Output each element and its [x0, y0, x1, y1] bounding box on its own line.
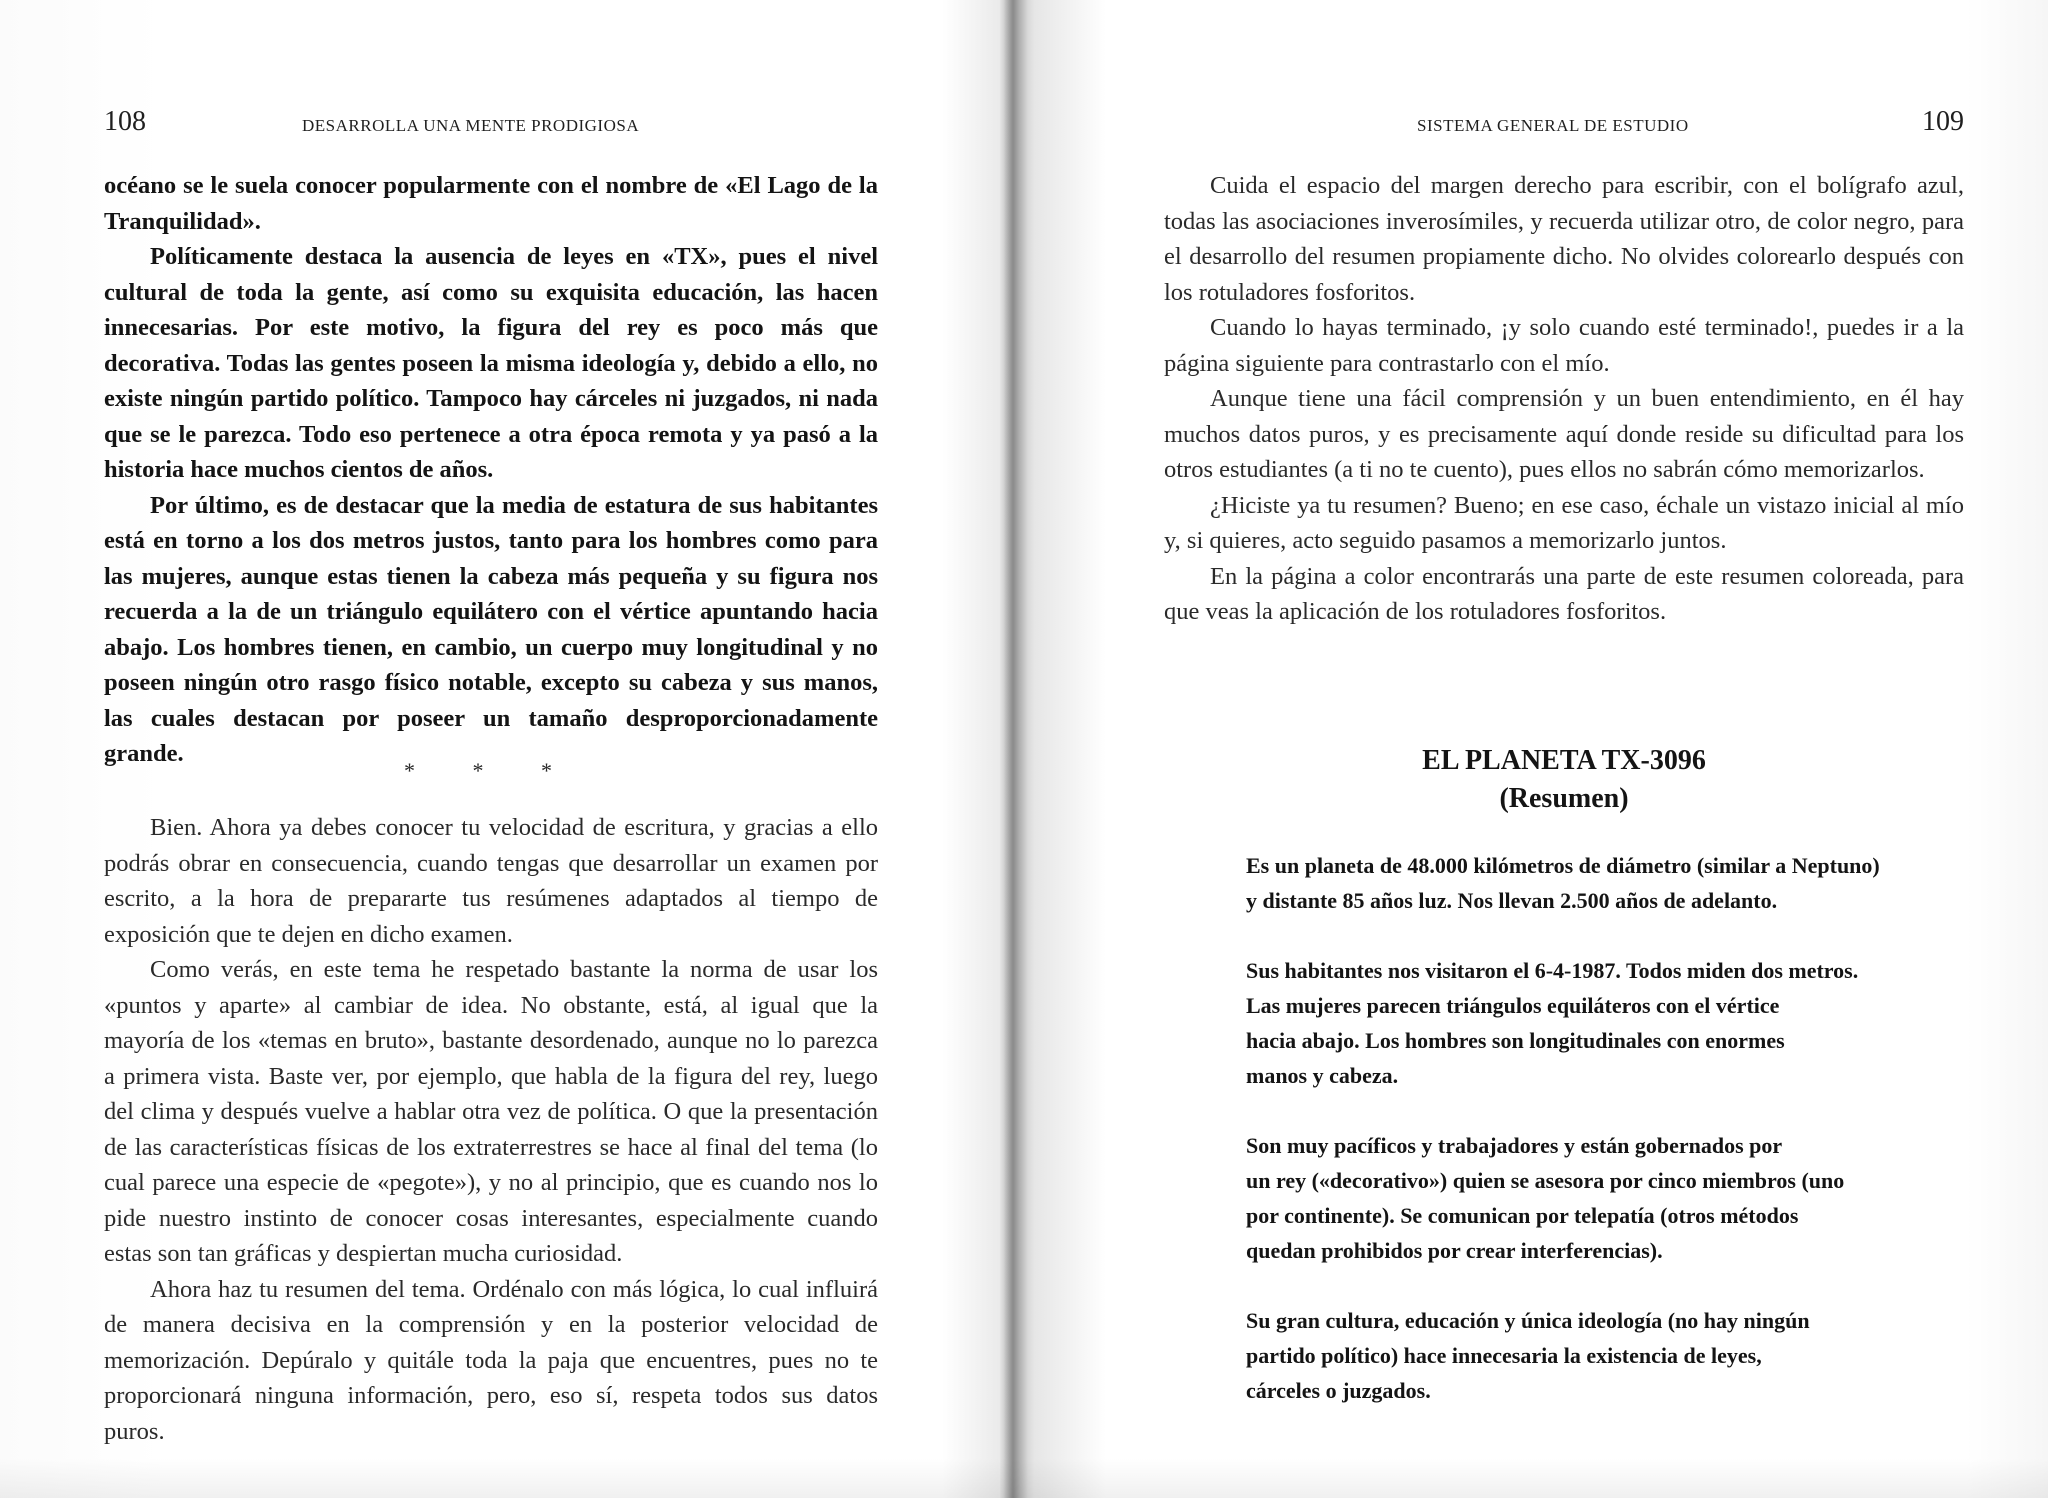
left-running-head	[104, 106, 878, 146]
paragraph: Como verás, en este tema he respetado bastante la norma de usar los «puntos y aparte» al cambiar de idea. No obstante, está, al igual que la mayoría de los «temas en bruto», bastante desordenado, aunque no lo parezca a primera vista. Baste ver, por ejemplo, que habla de la figura del rey, luego del clima y después vuelve a hablar otra vez de política. O que la presentación de las características físicas de los extraterrestres se hace al final del tema (lo cual parece una especie de «pegote»), y no al principio, que es cuando nos lo pide nuestro instinto de conocer cosas interesantes, especialmente cuando estas son tan gráficas y despiertan mucha curiosidad.	[104, 956, 878, 1267]
summary-paragraph	[1246, 1128, 1946, 1268]
summary-paragraph	[1246, 848, 1946, 918]
left-body-text	[104, 810, 878, 1449]
summary-paragraph	[1246, 1303, 1946, 1408]
summary-line: Es un planeta de 48.000 kilómetros de diámetro (similar a Neptuno)	[1246, 853, 1880, 878]
left-bold-text	[104, 168, 878, 772]
right-running-title: SISTEMA GENERAL DE ESTUDIO	[1417, 116, 1689, 135]
paragraph: Bien. Ahora ya debes conocer tu velocidad de escritura, y gracias a ello podrás obrar en consecuencia, cuando tengas que desarrollar un examen por escrito, a la hora de prepararte tus resúmenes adaptados al tiempo de exposición que te dejen en dicho examen.	[104, 814, 878, 948]
bold-paragraph: Por último, es de destacar que la media de estatura de sus habitantes está en torno a los dos metros justos, tanto para los hombres como para las mujeres, aunque estas tienen la cabeza más pequeña y su figura nos recuerda a la de un triángulo equilátero con el vértice apuntando hacia abajo. Los hombres tienen, en cambio, un cuerpo muy longitudinal y no poseen ningún otro rasgo físico notable, excepto su cabeza y sus manos, las cuales destacan por poseer un tamaño desproporcionadamente grande.	[104, 491, 878, 767]
summary-paragraph	[1246, 953, 1946, 1093]
summary-line: un rey («decorativo») quien se asesora por cinco miembros (uno	[1246, 1168, 1845, 1193]
summary-line: partido político) hace innecesaria la existencia de leyes,	[1246, 1343, 1762, 1368]
summary-line: cárceles o juzgados.	[1246, 1378, 1431, 1403]
summary-line: Sus habitantes nos visitaron el 6-4-1987. Todos miden dos metros.	[1246, 958, 1859, 983]
summary-subtitle: (Resumen)	[1499, 783, 1629, 814]
right-body-text	[1164, 168, 1964, 630]
summary-box	[1246, 848, 1946, 1443]
right-running-head	[1164, 106, 1964, 146]
paragraph: En la página a color encontrarás una parte de este resumen coloreada, para que veas la aplicación de los rotuladores fosforitos.	[1164, 562, 1964, 625]
summary-title: EL PLANETA TX-3096	[1422, 745, 1706, 776]
summary-line: Son muy pacíficos y trabajadores y están gobernados por	[1246, 1133, 1783, 1158]
summary-line: quedan prohibidos por crear interferencias).	[1246, 1238, 1663, 1263]
book-spine-shadow	[1000, 0, 1028, 1498]
bold-paragraph: Políticamente destaca la ausencia de leyes en «TX», pues el nivel cultural de toda la gente, así como su exquisita educación, las hacen innecesarias. Por este motivo, la figura del rey es poco más que decorativa. Todas las gentes poseen la misma ideología y, debido a ello, no existe ningún partido político. Tampoco hay cárceles ni juzgados, ni nada que se le parezca. Todo eso pertenece a otra época remota y ya pasó a la historia hace muchos cientos de años.	[104, 243, 878, 483]
summary-line: manos y cabeza.	[1246, 1063, 1399, 1088]
bold-paragraph: océano se le suela conocer popularmente con el nombre de «El Lago de la Tranquilidad».	[104, 172, 878, 235]
paragraph: Aunque tiene una fácil comprensión y un buen entendimiento, en él hay muchos datos puros, y es precisamente aquí donde reside su dificultad para los otros estudiantes (a ti no te cuento), pues ellos no sabrán cómo memorizarlos.	[1164, 385, 1964, 483]
right-page	[1164, 0, 1964, 1498]
left-running-title: DESARROLLA UNA MENTE PRODIGIOSA	[302, 116, 640, 135]
left-page	[104, 0, 878, 1498]
paragraph: ¿Hiciste ya tu resumen? Bueno; en ese caso, échale un vistazo inicial al mío y, si quieres, acto seguido pasamos a memorizarlo juntos.	[1164, 491, 1964, 554]
paragraph: Cuando lo hayas terminado, ¡y solo cuando esté terminado!, puedes ir a la página siguiente para contrastarlo con el mío.	[1164, 314, 1964, 377]
paragraph: Cuida el espacio del margen derecho para escribir, con el bolígrafo azul, todas las asociaciones inverosímiles, y recuerda utilizar otro, de color negro, para el desarrollo del resumen propiamente dicho. No olvides colorearlo después con los rotuladores fosforitos.	[1164, 172, 1964, 306]
summary-line: y distante 85 años luz. Nos llevan 2.500 años de adelanto.	[1246, 888, 1778, 913]
summary-line: hacia abajo. Los hombres son longitudinales con enormes	[1246, 1028, 1785, 1053]
right-page-number: 109	[1922, 106, 1964, 137]
left-page-number: 108	[104, 106, 146, 137]
summary-line: Las mujeres parecen triángulos equiláteros con el vértice	[1246, 993, 1780, 1018]
summary-line: Su gran cultura, educación y única ideología (no hay ningún	[1246, 1308, 1810, 1333]
paragraph: Ahora haz tu resumen del tema. Ordénalo con más lógica, lo cual influirá de manera decisiva en la comprensión y en la posterior velocidad de memorización. Depúralo y quitále toda la paja que encuentres, pues no te proporcionará ninguna información, pero, eso sí, respeta todos sus datos puros.	[104, 1275, 878, 1445]
summary-heading	[1164, 742, 1964, 818]
summary-line: por continente). Se comunican por telepatía (otros métodos	[1246, 1203, 1799, 1228]
section-separator: * * *	[404, 758, 578, 783]
